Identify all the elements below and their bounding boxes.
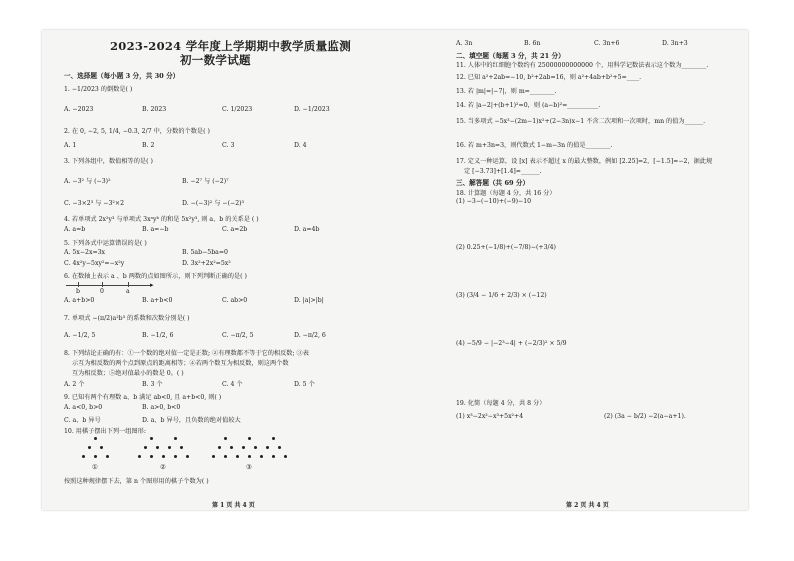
question-12: 12. 已知 a²+2ab=−10, b²+2ab=16，则 a²+4ab+b²+5=____. [456,74,642,81]
q10-option-d: D. 3n+3 [662,40,688,47]
q4-option-d: D. a=4b [294,226,320,233]
number-line-label-0: 0 [100,288,104,295]
q2-option-d: D. 4 [294,142,307,149]
question-18-4: (4) −5/9 − |−2³−4| + (−2/3)² × 5/9 [456,340,567,347]
q10-option-c: C. 3n+6 [594,40,620,47]
chess-piece [174,437,177,440]
number-line-tick-b [78,282,79,287]
q8-option-c: C. 4 个 [222,381,243,388]
chess-piece [180,446,183,449]
figure-2-label: ② [160,463,166,471]
chess-piece [284,455,287,458]
chess-piece [272,455,275,458]
question-16: 16. 若 m+3n=3，则代数式 1−m−3n 的值是________. [456,142,613,149]
chess-piece [174,455,177,458]
question-8-line-1: 8. 下列结论正确的有：①一个数的绝对值一定是正数; ②有理数都不等于它的相反数; ③表 [64,350,309,357]
question-18-3: (3) (3/4 − 1/6 + 2/3) × (−12) [456,292,547,299]
section-3-header: 三、解答题（共 69 分） [456,179,530,187]
chess-piece [150,437,153,440]
question-10: 10. 用棋子摆出下列一组图形: [64,428,146,435]
exam-sheet [42,30,748,510]
chess-piece [94,437,97,440]
q7-option-a: A. −1/2, 5 [64,332,96,339]
question-17-line-1: 17. 定义一种运算，设 [x] 表示不超过 x 的最大整数，例如 [2.25]=2，[−1.5]=−2，据此规 [456,158,713,165]
chess-piece [156,446,159,449]
question-7: 7. 单项式 −(π/2)a²b³ 的系数和次数分别是( ) [64,315,190,322]
q9-option-c: C. a、b 异号 [64,417,101,424]
q8-option-a: A. 2 个 [64,381,85,388]
q9-option-d: D. a、b 异号，且负数的绝对值较大 [142,417,241,424]
question-18-title: 18. 计算题（每题 4 分，共 16 分） [456,190,556,197]
chess-piece [218,446,221,449]
q8-option-d: D. 5 个 [294,381,315,388]
question-13: 13. 若 |m|=|−7|，则 m=________. [456,88,557,95]
q5-option-c: C. 4x²y−5xy²=−x²y [64,260,125,267]
chess-piece [248,437,251,440]
chess-piece [144,446,147,449]
q10-option-b: B. 6n [524,40,541,47]
q1-option-b: B. 2023 [142,106,167,113]
chess-piece [162,455,165,458]
q7-option-b: B. −1/2, 6 [142,332,174,339]
q3-option-b: B. −2⁷ 与 (−2)⁷ [182,178,229,185]
page-2-footer: 第 2 页 共 4 页 [566,502,609,509]
exam-subtitle: 初一数学试题 [180,53,251,67]
q6-option-a: A. a+b>0 [64,297,95,304]
q2-option-b: B. 2 [142,142,155,149]
exam-title: 2023-2024 学年度上学期期中教学质量监测 [110,39,351,53]
q5-option-d: D. 3x²+2x²=5x² [182,260,231,267]
chess-piece [88,446,91,449]
question-8-line-3: 互为相反数；⑤绝对值最小的数是 0。( ) [72,370,184,377]
chess-piece [106,455,109,458]
number-line-tick-0 [102,282,103,287]
question-15: 15. 当多项式 −5x³−(2m−1)x²+(2−3n)x−1 不含二次项和一次项时，mn 的值为______. [456,118,706,125]
question-18-2: (2) 0.25+(−1/8)+(−7/8)−(+3/4) [456,244,556,251]
chess-piece [272,437,275,440]
question-9: 9. 已知有两个有理数 a、b 满足 ab<0, 且 a+b<0, 则( ) [64,394,222,401]
section-2-header: 二、填空题（每题 3 分，共 21 分） [456,52,565,60]
number-line-label-a: a [126,288,130,295]
chess-piece [266,446,269,449]
chess-piece [186,455,189,458]
q10-option-a: A. 3n [456,40,473,47]
q1-option-d: D. −1/2023 [294,106,330,113]
question-19-1: (1) x³−2x²−x³+5x²+4 [456,413,524,420]
question-6: 6. 在数轴上表示 a 、b 两数的点如图所示，则下列判断正确的是( ) [64,273,247,280]
chess-piece [254,446,257,449]
q7-option-d: D. −π/2, 6 [294,332,326,339]
chess-piece [168,446,171,449]
q2-option-c: C. 3 [222,142,235,149]
q9-option-b: B. a>0, b<0 [142,404,181,411]
q1-option-c: C. 1/2023 [222,106,253,113]
chess-piece [212,455,215,458]
question-19-2: (2) (3a − b/2) −2(a−a+1). [604,413,686,420]
chess-piece [278,446,281,449]
chess-piece [82,455,85,458]
chess-piece [224,455,227,458]
question-18-1: (1) −3−(−10)+(−9)−10 [456,198,532,205]
question-11: 11. 人体中的红细胞个数约有 25000000000000 个，用科学记数法表示这个数为________. [456,62,709,69]
page-1 [62,30,392,510]
number-line-tick-a [128,282,129,287]
chess-piece [230,446,233,449]
page-1-footer: 第 1 页 共 4 页 [212,502,255,509]
q9-option-a: A. a<0, b>0 [64,404,103,411]
figure-3-label: ③ [246,463,252,471]
q5-option-a: A. 5x−2x=3x [64,249,106,256]
number-line-arrow-icon: ▸ [150,281,154,289]
question-14: 14. 若 |a−2|+(b+1)²=0，则 (a−b)²=__________. [456,102,601,109]
chess-piece [248,455,251,458]
q7-option-c: C. −π/2, 5 [222,332,254,339]
question-19-title: 19. 化简（每题 4 分，共 8 分） [456,400,546,407]
q4-option-c: C. a=2b [222,226,248,233]
q1-option-a: A. −2023 [64,106,94,113]
chess-piece [236,455,239,458]
chess-piece [224,437,227,440]
page-2 [454,30,740,510]
q6-option-c: C. ab>0 [222,297,248,304]
chess-piece [100,446,103,449]
question-3: 3. 下列各组中，数值相等的是( ) [64,158,153,165]
chess-piece [138,455,141,458]
question-10-tail: 按照这种规律摆下去，第 n 个图形用的棋子个数为( ) [64,478,209,485]
figure-1-label: ① [92,463,98,471]
number-line-label-b: b [76,288,80,295]
question-17-line-2: 定 [−3.73]+[1.4]=______. [464,168,542,175]
question-8-line-2: 示互为相反数的两个点到原点的距离相等；④若两个数互为相反数，则这两个数 [72,360,289,367]
q3-option-a: A. −3² 与 (−3)² [64,178,111,185]
question-5: 5. 下列各式中运算错误的是( ) [64,240,147,247]
q3-option-c: C. −3×2³ 与 −3²×2 [64,200,125,207]
q4-option-b: B. a=−b [142,226,169,233]
q6-option-b: B. a+b<0 [142,297,173,304]
q4-option-a: A. a=b [64,226,86,233]
q6-option-d: D. |a|>|b| [294,297,324,304]
chess-piece [242,446,245,449]
q3-option-d: D. −(−3)² 与 −(−2)³ [182,200,245,207]
question-1: 1. −1/2023 的倒数是( ) [64,86,133,93]
chess-piece [260,455,263,458]
chess-piece [150,455,153,458]
q8-option-b: B. 3 个 [142,381,163,388]
question-2: 2. 在 0, −2, 5, 1/4, −0.3, 2/7 中，分数的个数是( ) [64,128,210,135]
question-4: 4. 若单项式 2x²y³ 与单项式 3xᵃyᵇ 的和是 5x²y³, 则 a、b 的关系是 ( ) [64,216,259,223]
q5-option-b: B. 5ab−5ba=0 [182,249,228,256]
chess-piece [94,455,97,458]
q2-option-a: A. 1 [64,142,77,149]
section-1-header: 一、选择题（每小题 3 分，共 30 分） [64,72,180,80]
